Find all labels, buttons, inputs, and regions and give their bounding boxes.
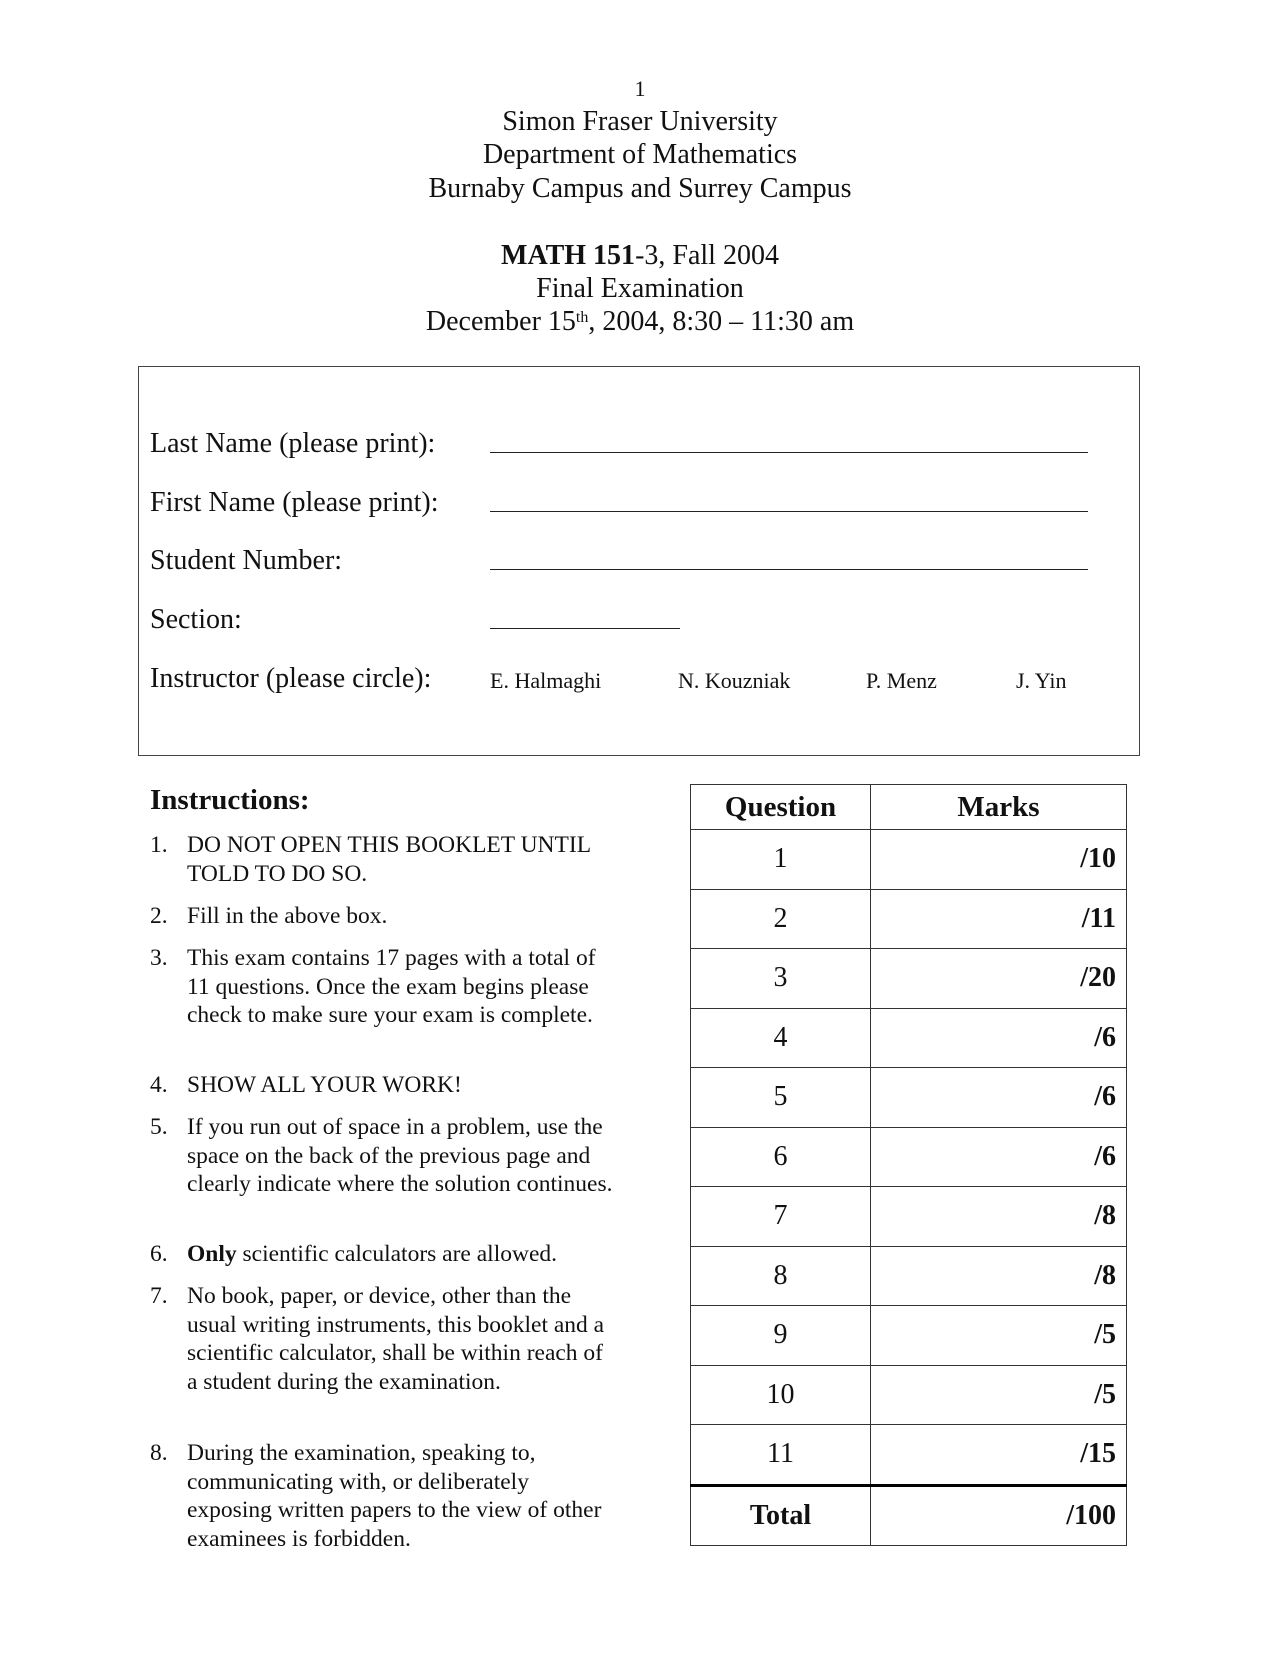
instruction-text: DO NOT OPEN THIS BOOKLET UNTIL TOLD TO DO SO. — [187, 832, 591, 887]
marks-cell: /6 — [871, 1068, 1127, 1128]
total-label: Total — [691, 1485, 871, 1546]
marks-cell: /8 — [871, 1187, 1127, 1247]
last-name-label: Last Name (please print): — [150, 428, 436, 459]
question-cell: 1 — [691, 830, 871, 890]
instruction-emphasis: Only — [187, 1241, 237, 1267]
exam-date — [0, 306, 1280, 338]
instruction-number: 3. — [150, 945, 168, 971]
page-number: 1 — [634, 76, 646, 101]
table-row — [691, 949, 1127, 1009]
table-row — [691, 1246, 1127, 1306]
department-name: Department of Mathematics — [482, 139, 798, 170]
table-row — [691, 830, 1127, 890]
instruction-text: If you run out of space in a problem, use the space on the back of the previous page and clearly indicate where the solution continues. — [187, 1114, 613, 1197]
marks-cell: /20 — [871, 949, 1127, 1009]
question-cell: 7 — [691, 1187, 871, 1247]
exam-date-prefix: December 15 — [425, 306, 576, 337]
course-term: -3, Fall 2004 — [635, 240, 779, 271]
total-marks: /100 — [871, 1485, 1127, 1546]
first-name-line[interactable] — [490, 511, 1088, 512]
marks-cell: /5 — [871, 1306, 1127, 1366]
table-row — [691, 1127, 1127, 1187]
exam-type: Final Examination — [536, 273, 744, 304]
table-row — [691, 889, 1127, 949]
student-number-line[interactable] — [490, 569, 1088, 570]
instruction-number: 8. — [150, 1440, 168, 1466]
table-row — [691, 1365, 1127, 1425]
question-cell: 2 — [691, 889, 871, 949]
instruction-text: This exam contains 17 pages with a total of 11 questions. Once the exam begins please check to make sure your exam is complete. — [187, 945, 596, 1028]
question-cell: 4 — [691, 1008, 871, 1068]
exam-date-sup: th — [575, 309, 589, 326]
question-cell: 5 — [691, 1068, 871, 1128]
marks-cell: /6 — [871, 1008, 1127, 1068]
table-row — [691, 1425, 1127, 1486]
instruction-text: SHOW ALL YOUR WORK! — [187, 1072, 462, 1098]
marks-cell: /10 — [871, 830, 1127, 890]
table-row — [691, 1008, 1127, 1068]
total-row — [691, 1485, 1127, 1546]
marks-cell: /6 — [871, 1127, 1127, 1187]
instruction-number: 2. — [150, 903, 168, 929]
question-cell: 11 — [691, 1425, 871, 1486]
student-number-label: Student Number: — [150, 545, 343, 576]
instructions-title: Instructions: — [150, 784, 310, 816]
instruction-number: 7. — [150, 1283, 168, 1309]
question-cell: 3 — [691, 949, 871, 1009]
instructor-option[interactable]: J. Yin — [1016, 668, 1067, 693]
university-name: Simon Fraser University — [502, 106, 778, 137]
question-cell: 9 — [691, 1306, 871, 1366]
marks-cell: /11 — [871, 889, 1127, 949]
instructor-option[interactable]: P. Menz — [866, 668, 937, 693]
marks-cell: /8 — [871, 1246, 1127, 1306]
question-cell: 6 — [691, 1127, 871, 1187]
course-code: MATH 151 — [501, 240, 636, 271]
instructor-option[interactable]: E. Halmaghi — [490, 668, 602, 693]
exam-date-suffix: , 2004, 8:30 – 11:30 am — [588, 306, 855, 337]
table-row — [691, 1187, 1127, 1247]
marks-cell: /15 — [871, 1425, 1127, 1486]
instruction-text: Fill in the above box. — [187, 903, 388, 929]
instruction-number: 1. — [150, 832, 168, 858]
table-row — [691, 1306, 1127, 1366]
instruction-number: 6. — [150, 1241, 168, 1267]
question-cell: 10 — [691, 1365, 871, 1425]
first-name-label: First Name (please print): — [150, 487, 439, 518]
marks-header: Marks — [871, 785, 1127, 830]
instruction-text — [187, 1240, 617, 1269]
instruction-text: During the examination, speaking to, communicating with, or deliberately exposing written papers to the view of other examinees is forbidden. — [187, 1440, 602, 1552]
instruction-number: 4. — [150, 1072, 168, 1098]
question-header: Question — [691, 785, 871, 830]
course-title — [0, 240, 1280, 272]
question-cell: 8 — [691, 1246, 871, 1306]
section-line[interactable] — [490, 628, 680, 629]
table-header-row — [691, 785, 1127, 830]
campus-name: Burnaby Campus and Surrey Campus — [428, 173, 852, 204]
marks-table — [690, 784, 1127, 1546]
section-label: Section: — [150, 604, 242, 635]
table-row — [691, 1068, 1127, 1128]
last-name-line[interactable] — [490, 452, 1088, 453]
instruction-text: No book, paper, or device, other than the usual writing instruments, this booklet and a scientific calculator, shall be within reach of a student during the examination. — [187, 1283, 605, 1395]
instructor-option[interactable]: N. Kouzniak — [678, 668, 791, 693]
instruction-number: 5. — [150, 1114, 168, 1140]
marks-cell: /5 — [871, 1365, 1127, 1425]
instructor-label: Instructor (please circle): — [150, 663, 432, 694]
instruction-text-rest: scientific calculators are allowed. — [236, 1241, 558, 1267]
